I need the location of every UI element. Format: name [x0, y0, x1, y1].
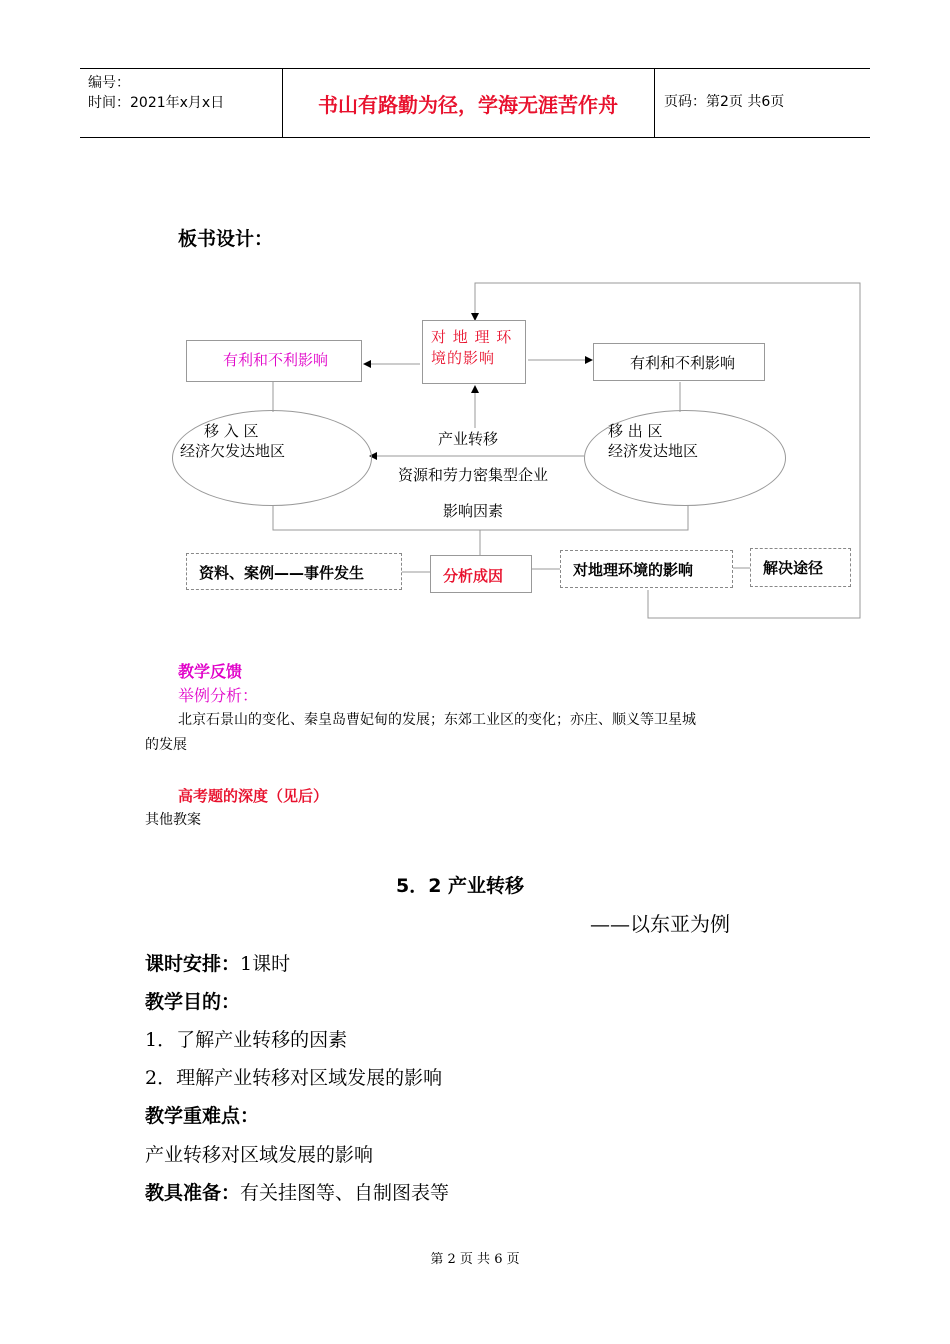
- materials-cases-box: [186, 553, 402, 590]
- feedback-body-line2: 的发展: [145, 737, 187, 753]
- key-points-label: 教学重难点：: [145, 1105, 260, 1127]
- class-hours-line: [145, 949, 290, 976]
- center-impact-box: [422, 320, 526, 384]
- teaching-tools-value: 有关挂图等、自制图表等: [240, 1182, 450, 1204]
- move-out-label: 移 出 区: [608, 422, 663, 440]
- developed-region-label: 经济发达地区: [608, 442, 699, 460]
- solutions-box: [750, 548, 851, 587]
- analyze-causes-label: 分析成因: [443, 567, 504, 585]
- left-effects-label: 有利和不利影响: [223, 351, 329, 369]
- class-hours-label: 课时安排：: [145, 953, 241, 975]
- lesson-subtitle: ——以东亚为例: [590, 912, 730, 936]
- header-page-info: 页码：第2页 共6页: [664, 94, 785, 110]
- header-motto: 书山有路勤为径，学海无涯苦作舟: [318, 93, 618, 117]
- move-in-label: 移 入 区: [204, 422, 259, 440]
- board-design-title: 板书设计：: [178, 228, 274, 250]
- right-effects-label: 有利和不利影响: [630, 354, 736, 372]
- other-lesson-plans: 其他教案: [145, 812, 201, 828]
- impact-environment-label: 对地理环境的影响: [573, 561, 694, 579]
- left-effects-box: [186, 340, 362, 382]
- industry-transfer-label: 产业转移: [438, 430, 499, 448]
- teaching-goal-2: 2．理解产业转移对区域发展的影响: [145, 1067, 443, 1089]
- impact-environment-box: [560, 550, 733, 588]
- time-label: 时间：2021年x月x日: [88, 95, 225, 111]
- underdeveloped-region-label: 经济欠发达地区: [180, 442, 286, 460]
- board-diagram: [0, 0, 950, 640]
- number-label: 编号：: [88, 75, 130, 91]
- feedback-title: 教学反馈: [178, 662, 243, 681]
- class-hours-value: 1课时: [240, 953, 291, 975]
- feedback-body-line1: 北京石景山的变化、秦皇岛曹妃甸的发展；东郊工业区的变化；亦庄、顺义等卫星城: [178, 712, 696, 728]
- materials-cases-label: 资料、案例——事件发生: [199, 564, 365, 582]
- example-analysis-label: 举例分析：: [178, 686, 259, 705]
- key-points-value: 产业转移对区域发展的影响: [145, 1144, 374, 1166]
- right-effects-box: [593, 343, 765, 381]
- exam-depth-label: 高考题的深度（见后）: [178, 787, 329, 805]
- analyze-causes-box: [430, 555, 532, 593]
- teaching-tools-label: 教具准备：: [145, 1182, 241, 1204]
- center-impact-label: 对 地 理 环 境的影响: [431, 328, 513, 367]
- teaching-tools-line: [145, 1178, 449, 1205]
- page-footer: 第 2 页 共 6 页: [430, 1252, 520, 1267]
- labor-intensive-label: 资源和劳力密集型企业: [398, 466, 549, 484]
- lesson-title: 5．2 产业转移: [396, 875, 525, 897]
- solutions-label: 解决途径: [763, 559, 824, 577]
- factors-label: 影响因素: [443, 502, 504, 520]
- teaching-goal-1: 1．了解产业转移的因素: [145, 1029, 348, 1051]
- teaching-goals-label: 教学目的：: [145, 991, 241, 1013]
